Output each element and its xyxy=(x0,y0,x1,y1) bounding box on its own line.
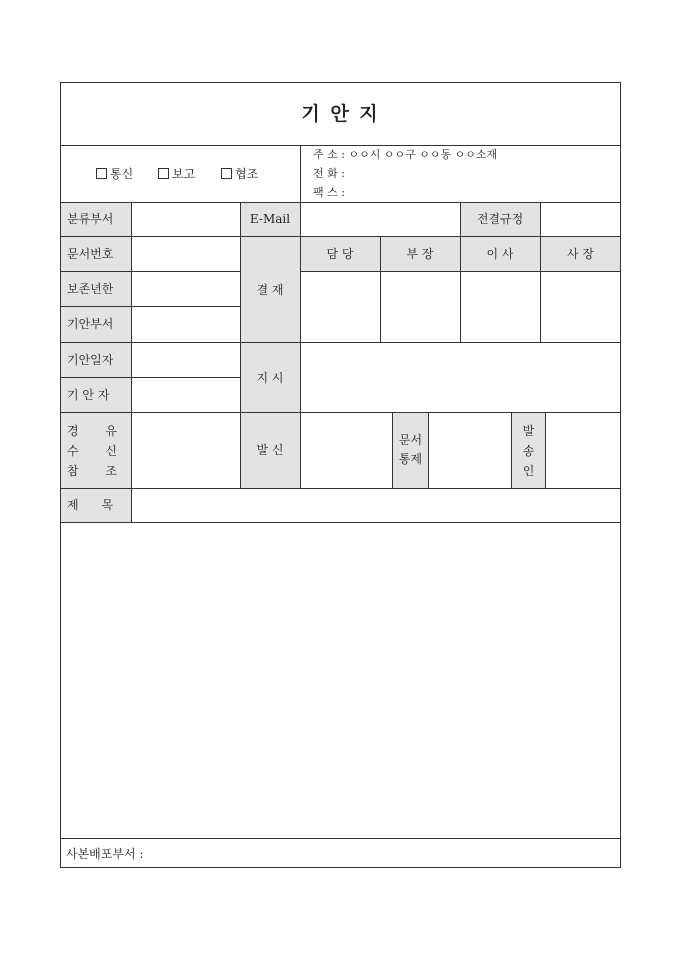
approval-col-manager: 부 장 xyxy=(406,247,434,261)
document-number-field[interactable] xyxy=(132,237,240,271)
checkbox-bogo[interactable] xyxy=(158,167,195,181)
label-via: 경 유 xyxy=(67,424,117,438)
label-drafter: 기 안 자 xyxy=(67,388,110,402)
retention-period-field[interactable] xyxy=(132,272,240,306)
label-sender-2: 송 xyxy=(522,444,535,458)
doc-control-field[interactable] xyxy=(429,413,511,488)
subject-field[interactable] xyxy=(132,489,620,522)
approval-col-director: 이 사 xyxy=(486,247,514,261)
email-field[interactable] xyxy=(301,203,460,236)
label-approval-rule: 전결규정 xyxy=(476,212,524,226)
approval-col-staff: 담 당 xyxy=(326,247,354,261)
drafting-date-field[interactable] xyxy=(132,343,240,377)
label-dispatch: 발 신 xyxy=(256,443,284,457)
checkbox-icon xyxy=(96,168,107,179)
label-doc-control-1: 문서 xyxy=(398,433,423,447)
checkbox-icon xyxy=(158,168,169,179)
checkbox-hyeopjo[interactable] xyxy=(221,167,258,181)
label-document-number: 문서번호 xyxy=(67,247,114,261)
label-subject: 제 목 xyxy=(67,498,114,512)
row-divider xyxy=(60,145,621,146)
label-copy-distribution: 사본배포부서 : xyxy=(66,847,144,861)
sender-field[interactable] xyxy=(546,413,620,488)
label-recipient: 수 신 xyxy=(67,444,117,458)
body-content-area[interactable] xyxy=(61,523,620,838)
label-classification-dept: 분류부서 xyxy=(67,212,114,226)
label-sender-3: 인 xyxy=(522,464,535,478)
approval-col-president: 사 장 xyxy=(567,247,594,261)
label-bg xyxy=(393,413,428,488)
drafting-dept-field[interactable] xyxy=(132,307,240,342)
page-title: 기 안 지 xyxy=(301,103,380,125)
label-drafting-dept: 기안부서 xyxy=(67,317,114,331)
checkbox-icon xyxy=(221,168,232,179)
col-divider xyxy=(392,412,393,488)
label-retention-period: 보존년한 xyxy=(67,282,114,296)
classification-dept-field[interactable] xyxy=(132,203,240,236)
address-label: 주 소 : xyxy=(313,148,345,161)
row-divider xyxy=(60,838,621,839)
checkbox-label: 통신 xyxy=(110,167,134,181)
checkbox-label: 보고 xyxy=(172,167,196,181)
approval-rule-field[interactable] xyxy=(541,203,620,236)
col-divider xyxy=(300,145,301,202)
label-approval: 결 재 xyxy=(256,283,284,297)
routing-field[interactable] xyxy=(132,413,240,488)
label-drafting-date: 기안일자 xyxy=(67,353,114,367)
phone-label: 전 화 : xyxy=(313,167,345,180)
address-value: ㅇㅇ시 ㅇㅇ구 ㅇㅇ동 ㅇㅇ소재 xyxy=(348,148,498,161)
label-email: E-Mail xyxy=(249,212,291,226)
dispatch-field[interactable] xyxy=(301,413,392,488)
checkbox-label: 협조 xyxy=(235,167,259,181)
address-line xyxy=(313,148,497,162)
label-sender-1: 발 xyxy=(522,424,535,438)
label-reference: 참 조 xyxy=(67,464,117,478)
drafter-field[interactable] xyxy=(132,378,240,412)
checkbox-tongsin[interactable] xyxy=(96,167,133,181)
fax-label: 팩 스 : xyxy=(313,186,345,199)
label-doc-control-2: 통제 xyxy=(398,452,423,466)
instruction-field[interactable] xyxy=(301,343,620,412)
label-instruction: 지 시 xyxy=(256,371,284,385)
